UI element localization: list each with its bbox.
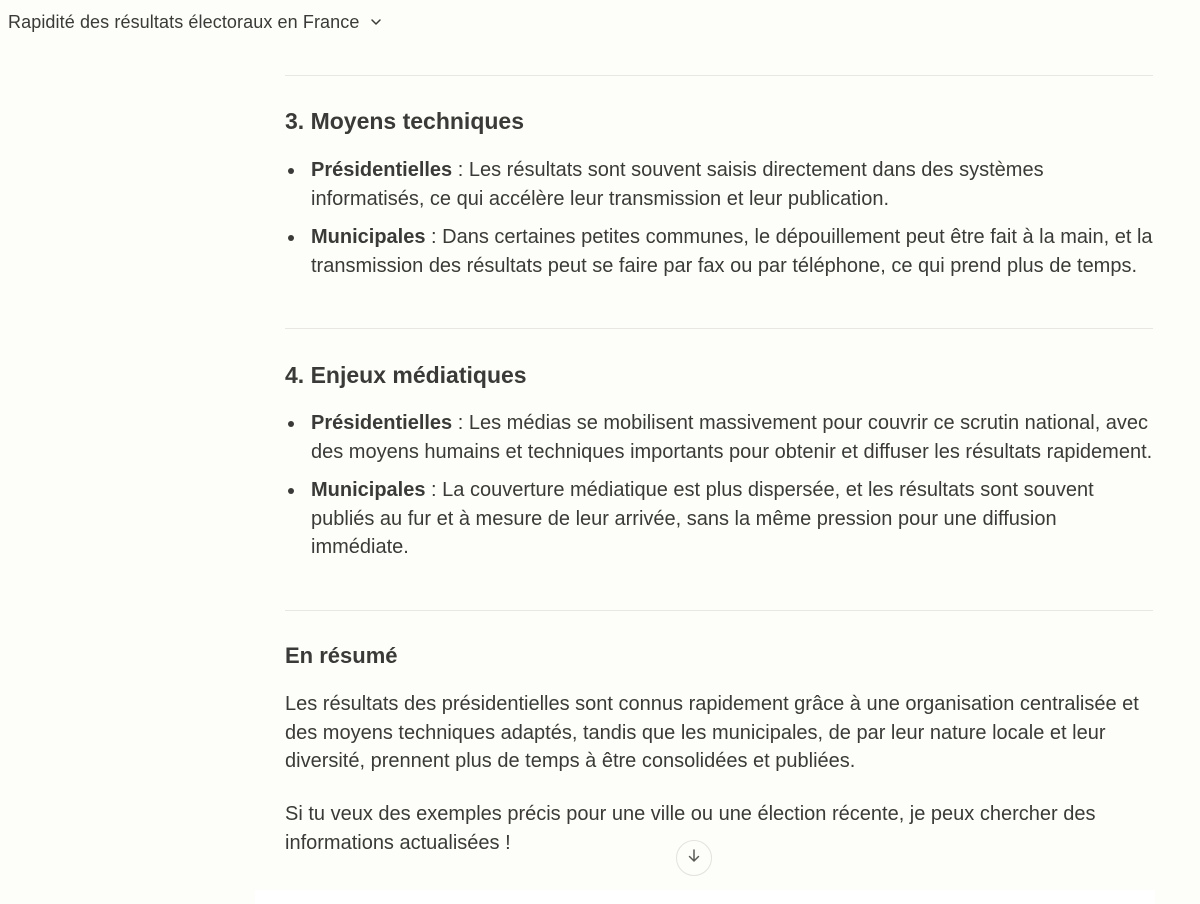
divider — [285, 610, 1153, 611]
conversation-title: Rapidité des résultats électoraux en France — [8, 11, 360, 32]
list-item-label: Présidentielles — [311, 412, 453, 434]
chevron-down-icon — [368, 14, 384, 30]
list-item-text: : Dans certaines petites communes, le dépouillement peut être fait à la main, et la transmission des résultats peut se faire par fax ou par téléphone, ce qui prend plus de temps. — [311, 226, 1153, 277]
summary-paragraph: Les résultats des présidentielles sont connus rapidement grâce à une organisation centralisée et des moyens techniques adaptés, tandis que les municipales, de par leur nature locale et leur diversité, prennent plus de temps à être consolidées et publiées. — [285, 693, 1139, 772]
list-item-text: : La couverture médiatique est plus dispersée, et les résultats sont souvent publiés au fur et à mesure de leur arrivée, sans la même pression pour une diffusion immédiate. — [311, 479, 1094, 558]
composer-edge — [255, 890, 1155, 904]
list-item — [285, 476, 1153, 562]
list-item — [285, 409, 1153, 466]
list-item-text: : Les médias se mobilisent massivement pour couvrir ce scrutin national, avec des moyens humains et techniques importants pour obtenir et diffuser les résultats rapidement. — [311, 412, 1153, 463]
divider — [285, 75, 1153, 76]
section-heading-enjeux: 4. Enjeux médiatiques — [285, 362, 527, 388]
scroll-to-bottom-button[interactable] — [676, 840, 712, 876]
list-item-label: Municipales — [311, 479, 426, 501]
list-item — [285, 156, 1153, 213]
list-moyens — [285, 156, 1153, 290]
list-enjeux — [285, 409, 1153, 572]
list-item-label: Municipales — [311, 226, 426, 248]
section-heading-resume: En résumé — [285, 643, 398, 668]
closing-paragraph: Si tu veux des exemples précis pour une ville ou une élection récente, je peux chercher des informations actualisées ! — [285, 803, 1096, 854]
list-item — [285, 223, 1153, 280]
arrow-down-icon — [686, 848, 702, 869]
divider — [285, 328, 1153, 329]
conversation-title-dropdown[interactable] — [8, 9, 384, 35]
section-heading-moyens: 3. Moyens techniques — [285, 108, 525, 134]
list-item-text: : Les résultats sont souvent saisis directement dans des systèmes informatisés, ce qui accélère leur transmission et leur publication. — [311, 159, 1044, 210]
list-item-label: Présidentielles — [311, 159, 453, 181]
